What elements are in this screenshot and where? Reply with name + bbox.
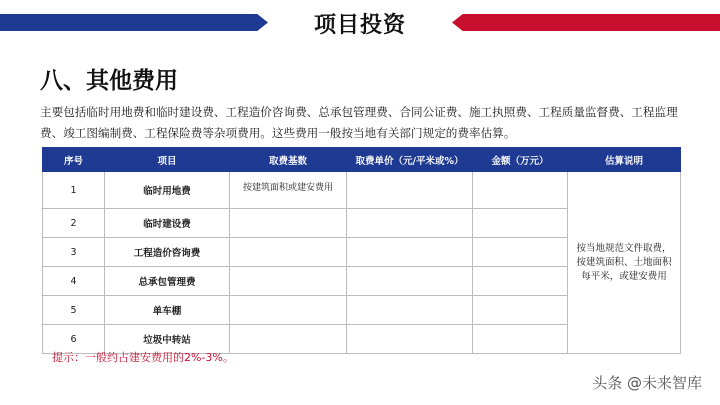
row-basis	[230, 238, 347, 267]
page-title: 项目投资	[313, 13, 406, 38]
watermark: 头条 @未来智库	[592, 374, 702, 392]
fee-table	[42, 147, 681, 354]
row-basis	[230, 296, 347, 325]
row-no: 3	[43, 238, 105, 267]
section-title: 八、其他费用	[40, 68, 178, 94]
row-no: 4	[43, 267, 105, 296]
row-item: 总承包管理费	[105, 267, 230, 296]
intro-paragraph: 主要包括临时用地费和临时建设费、工程造价咨询费、总承包管理费、合同公证费、施工执照费、工程质量监督费、工程监理费、竣工图编制费、工程保险费等杂项费用。这些费用一般按当地有关部门规定的费率估算。	[40, 105, 678, 140]
row-unit-price	[347, 209, 473, 238]
row-amount	[473, 238, 568, 267]
col-header-remark: 估算说明	[568, 148, 681, 172]
col-header-amount: 金额（万元）	[473, 148, 568, 172]
row-amount	[473, 296, 568, 325]
col-header-basis: 取费基数	[230, 148, 347, 172]
col-header-unit-price: 取费单价（元/平米或%）	[347, 148, 473, 172]
table-header-row	[43, 148, 681, 172]
row-unit-price	[347, 238, 473, 267]
row-basis	[230, 325, 347, 354]
col-header-item: 项目	[105, 148, 230, 172]
row-no: 5	[43, 296, 105, 325]
row-item: 垃圾中转站	[105, 325, 230, 354]
row-amount	[473, 325, 568, 354]
row-unit-price	[347, 172, 473, 209]
tip-note: 提示：一般约占建安费用的2%-3%。	[52, 351, 234, 364]
row-amount	[473, 209, 568, 238]
row-unit-price	[347, 325, 473, 354]
remark-cell: 按当地规范文件取费，按建筑面积、土地面积每平米，或建安费用	[568, 172, 681, 354]
row-no: 1	[43, 172, 105, 209]
row-basis	[230, 267, 347, 296]
row-item: 单车棚	[105, 296, 230, 325]
row-unit-price	[347, 296, 473, 325]
row-item: 工程造价咨询费	[105, 238, 230, 267]
row-item: 临时用地费	[105, 172, 230, 209]
row-item: 临时建设费	[105, 209, 230, 238]
row-basis: 按建筑面积或建安费用	[230, 172, 347, 209]
row-no: 6	[43, 325, 105, 354]
table-row	[43, 172, 681, 209]
row-amount	[473, 172, 568, 209]
row-no: 2	[43, 209, 105, 238]
row-amount	[473, 267, 568, 296]
row-basis	[230, 209, 347, 238]
row-unit-price	[347, 267, 473, 296]
col-header-no: 序号	[43, 148, 105, 172]
